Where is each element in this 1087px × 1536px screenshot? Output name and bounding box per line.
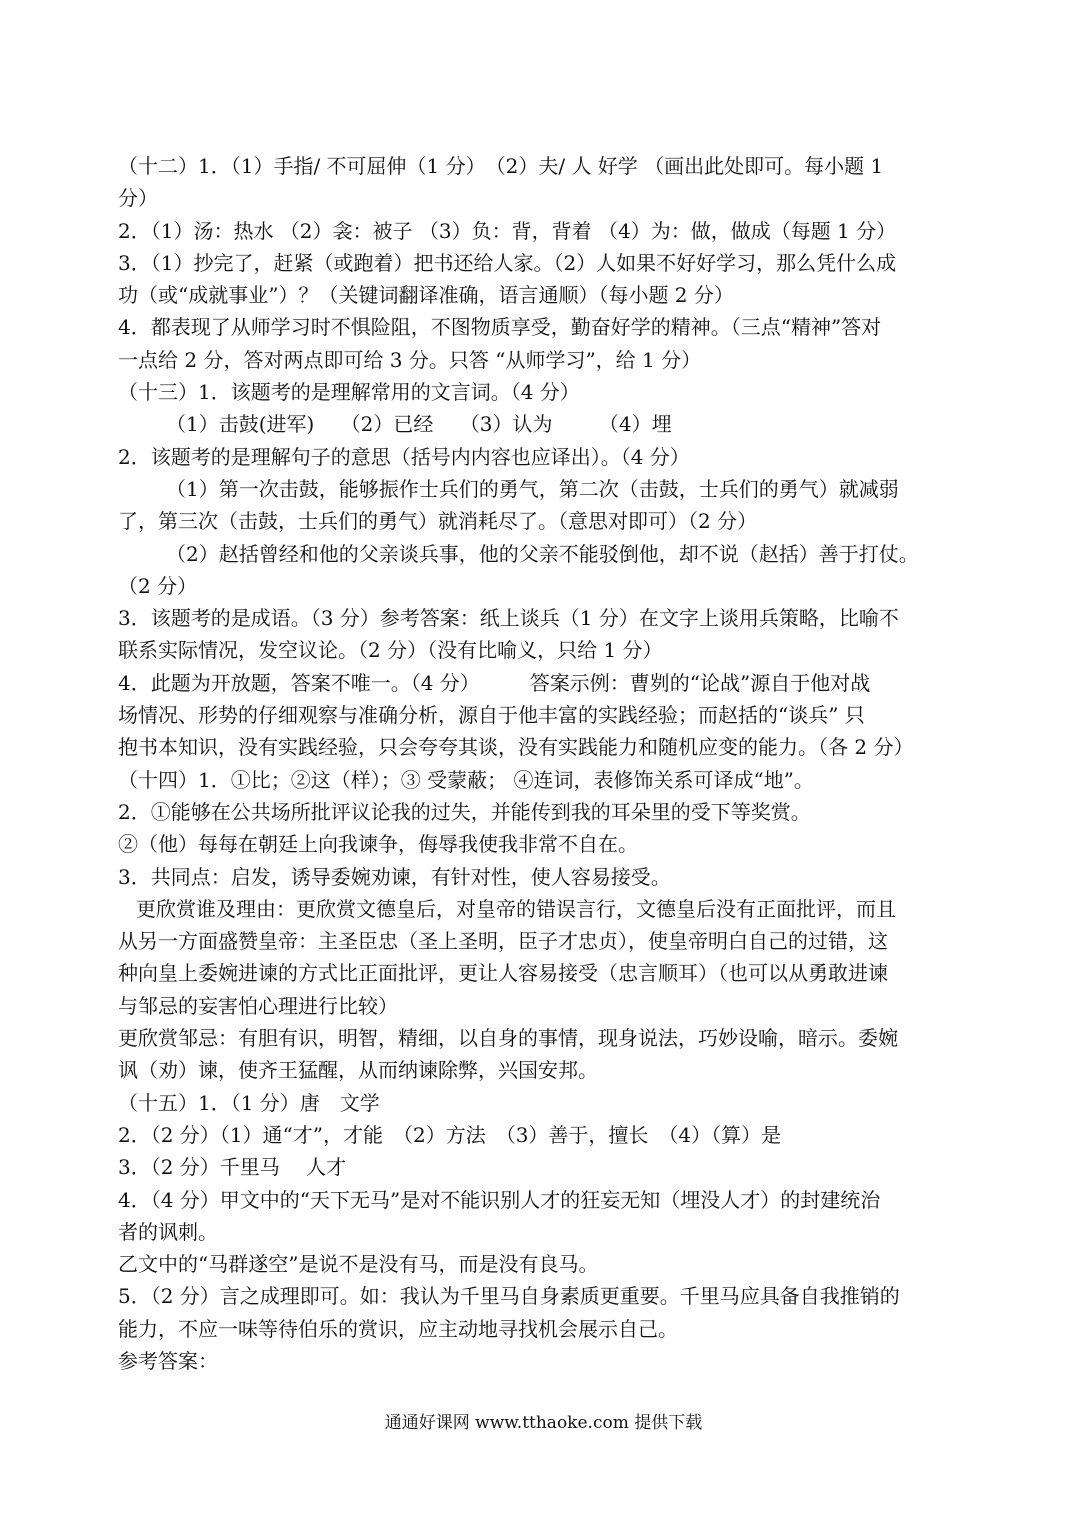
text-line: 3．共同点：启发，诱导委婉劝谏，有针对性，使人容易接受。 [118,864,671,889]
text-line: 2．（1）汤：热水 （2）衾：被子 （3）负：背，背着 （4）为：做，做成（每题 1 分） [118,218,897,243]
text-line: 参考答案： [118,1348,218,1373]
text-line: （2 分） [118,573,198,598]
text-line: 从另一方面盛赞皇帝：主圣臣忠（圣上圣明，臣子才忠贞），使皇帝明白自己的过错，这 [118,929,888,954]
text-line: （十二）1．（1）手指/ 不可屈伸（1 分） （2）夫/ 人 好学 （画出此处即可。每小题 1 [118,154,884,178]
text-line: 功（或“成就事业”）？（关键词翻译准确，语言通顺）（每小题 2 分） [118,283,734,308]
text-line: 分） [118,186,158,211]
text-line: 4．（4 分）甲文中的“天下无马”是对不能识别人才的狂妄无知（埋没人才）的封建统治 [118,1187,881,1212]
text-line: 更欣赏邹忌：有胆有识，明智，精细，以自身的事情，现身说法，巧妙设喻，暗示。委婉 [118,1026,898,1051]
text-line: （1）击鼓(进军) （2）已经 （3）认为 （4）埋 [166,412,672,437]
text-line: 一点给 2 分，答对两点即可给 3 分。只答 “从师学习”，给 1 分） [118,347,702,372]
text-line: 能力，不应一味等待伯乐的赏识，应主动地寻找机会展示自己。 [118,1316,678,1341]
text-line: 场情况、形势的仔细观察与准确分析，源自于他丰富的实践经验；而赵括的“谈兵” 只 [118,703,865,728]
text-line: 了，第三次（击鼓，士兵们的勇气）就消耗尽了。（意思对即可）（2 分） [118,509,758,534]
answer-key-body [118,150,978,1377]
text-line: 3．（2 分）千里马 人才 [118,1155,347,1180]
text-line: 者的讽刺。 [118,1219,218,1244]
text-line: 抱书本知识，没有实践经验，只会夸夸其谈，没有实践能力和随机应变的能力。（各 2 分） [118,735,914,760]
text-line: （1）第一次击鼓，能够振作士兵们的勇气，第二次（击鼓，士兵们的勇气）就减弱 [166,476,899,501]
text-line: （2）赵括曾经和他的父亲谈兵事，他的父亲不能驳倒他，却不说（赵括）善于打仗。 [166,541,919,566]
text-line: 3．（1）抄完了，赶紧（或跑着）把书还给人家。（2）人如果不好好学习，那么凭什么成 [118,250,897,275]
text-line: 联系实际情况，发空议论。（2 分）（没有比喻义，只给 1 分） [118,638,663,663]
text-line: 4．此题为开放题，答案不唯一。（4 分） 答案示例：曹刿的“论战”源自于他对战 [118,670,871,695]
text-line: ②（他）每每在朝廷上向我谏争，侮辱我使我非常不自在。 [118,832,638,857]
text-line: 3．该题考的是成语。（3 分）参考答案：纸上谈兵（1 分）在文字上谈用兵策略，比喻不 [118,606,899,631]
section-heading-15: （十五）1．（1 分）唐 文学 [118,1090,380,1115]
text-line: 乙文中的“马群遂空”是说不是没有马，而是没有良马。 [118,1252,599,1277]
text-line: 2．（2 分）（1）通“才”，才能 （2）方法 （3）善于，擅长 （4）（算）是 [118,1122,782,1147]
section-heading-13: （十三）1．该题考的是理解常用的文言词。（4 分） [118,380,580,405]
text-line: 4．都表现了从师学习时不惧险阻，不图物质享受，勤奋好学的精神。（三点“精神”答对 [118,315,882,340]
text-line: 讽（劝）谏，使齐王猛醒，从而纳谏除弊，兴国安邦。 [118,1058,598,1083]
text-line: 种向皇上委婉进谏的方式比正面批评，更让人容易接受（忠言顺耳）（也可以从勇敢进谏 [118,961,888,986]
page-footer: 通通好课网 www.tthaoke.com 提供下载 [384,1413,703,1433]
text-line: 与邹忌的妄害怕心理进行比较） [118,993,398,1018]
text-line: 更欣赏谁及理由：更欣赏文德皇后，对皇帝的错误言行，文德皇后没有正面批评，而且 [136,896,896,921]
text-line: 5．（2 分）言之成理即可。如：我认为千里马自身素质更重要。千里马应具备自我推销的 [118,1284,900,1309]
section-heading-14: （十四）1．①比；②这（样）；③ 受蒙蔽； ④连词，表修饰关系可译成“地”。 [118,767,814,792]
text-line: 2．①能够在公共场所批评议论我的过失，并能传到我的耳朵里的受下等奖赏。 [118,799,811,824]
text-line: 2．该题考的是理解句子的意思（括号内内容也应译出）。（4 分） [118,444,690,469]
